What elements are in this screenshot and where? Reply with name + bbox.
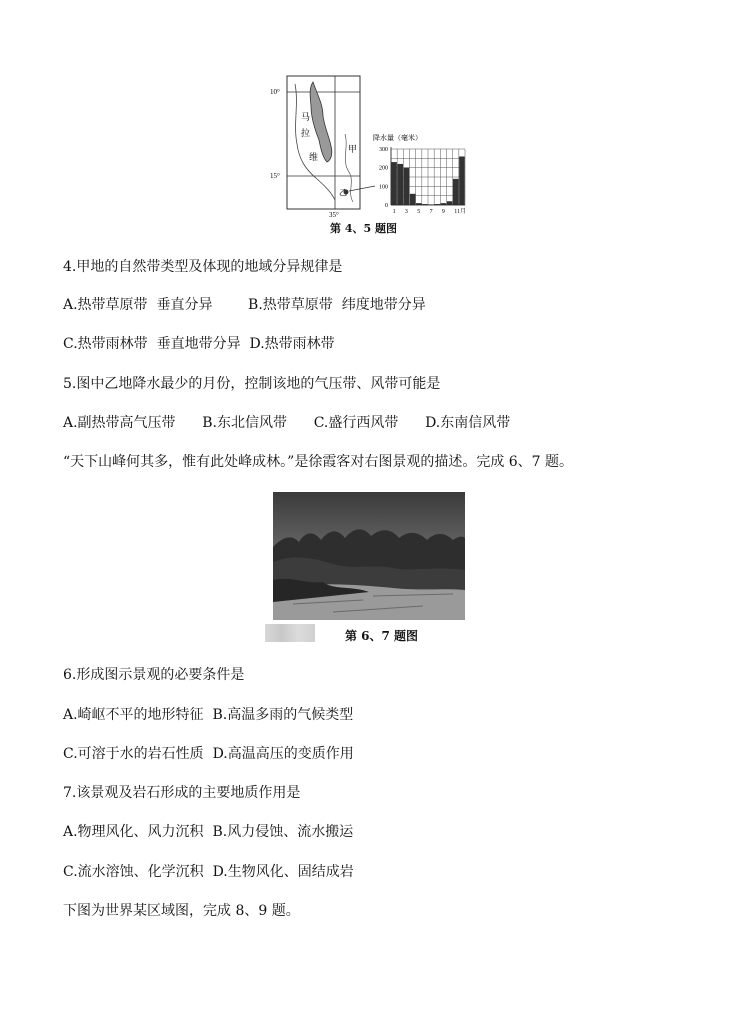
question-6-options-cd: C.可溶于水的岩石性质 D.高温高压的变质作用: [63, 746, 354, 762]
bar-month-4: [410, 194, 416, 205]
point-jia-label: 甲: [348, 145, 358, 155]
y-tick-label: 100: [379, 184, 388, 191]
precipitation-chart: [379, 147, 466, 215]
question-4-options-ab: A.热带草原带 垂直分异 B.热带草原带 纬度地带分异: [63, 297, 426, 313]
country-char-1: 马: [301, 113, 311, 123]
lat-label-10: 10°: [270, 88, 280, 96]
x-tick-label: 5: [417, 209, 421, 215]
x-tick-label: 3: [404, 209, 408, 215]
x-tick-label: 9: [441, 209, 445, 215]
intro-6-7: “天下山峰何其多，惟有此处峰成林。”是徐霞客对右图景观的描述。完成 6、7 题。: [63, 454, 574, 470]
x-tick-label: 7: [429, 209, 433, 215]
blurred-label: [265, 624, 315, 642]
bar-month-2: [397, 164, 403, 205]
question-7: 7.该景观及岩石形成的主要地质作用是: [63, 785, 301, 801]
lon-label-35: 35°: [329, 211, 339, 219]
question-6: 6.形成图示景观的必要条件是: [63, 667, 245, 683]
figure-caption-4-5: 第 4、5 题图: [330, 222, 397, 235]
question-4-options-cd: C.热带雨林带 垂直地带分异 D.热带雨林带: [63, 336, 335, 352]
country-char-3: 维: [309, 153, 319, 163]
bar-month-10: [447, 201, 453, 205]
bar-month-12: [459, 156, 465, 205]
chart-title: 降水量（毫米）: [373, 134, 422, 142]
intro-8-9: 下图为世界某区域图，完成 8、9 题。: [63, 903, 300, 919]
map-panel: [287, 76, 375, 209]
question-5: 5.图中乙地降水最少的月份，控制该地的气压带、风带可能是: [63, 376, 441, 392]
question-6-options-ab: A.崎岖不平的地形特征 B.高温多雨的气候类型: [63, 707, 354, 723]
y-tick-label: 300: [379, 147, 388, 153]
y-tick-label: 200: [379, 165, 388, 172]
question-7-options-ab: A.物理风化、风力沉积 B.风力侵蚀、流水搬运: [63, 824, 354, 840]
question-4: 4.甲地的自然带类型及体现的地域分异规律是: [63, 259, 343, 275]
point-yi-label: 乙: [339, 188, 347, 197]
bar-month-11: [453, 179, 459, 205]
question-5-options: A.副热带高气压带 B.东北信风带 C.盛行西风带 D.东南信风带: [63, 415, 511, 431]
question-7-options-cd: C.流水溶蚀、化学沉积 D.生物风化、固结成岩: [63, 864, 354, 880]
karst-landscape-photo: [273, 492, 465, 620]
map-climate-figure: [265, 74, 480, 229]
lat-label-15: 15°: [270, 172, 280, 180]
bar-month-3: [404, 168, 410, 205]
x-tick-label: 11月: [454, 209, 467, 215]
x-tick-label: 1: [392, 209, 396, 215]
y-tick-label: 0: [385, 203, 388, 209]
bar-month-1: [391, 162, 397, 205]
country-char-2: 拉: [301, 129, 311, 139]
figure-caption-6-7: 第 6、7 题图: [345, 629, 419, 643]
